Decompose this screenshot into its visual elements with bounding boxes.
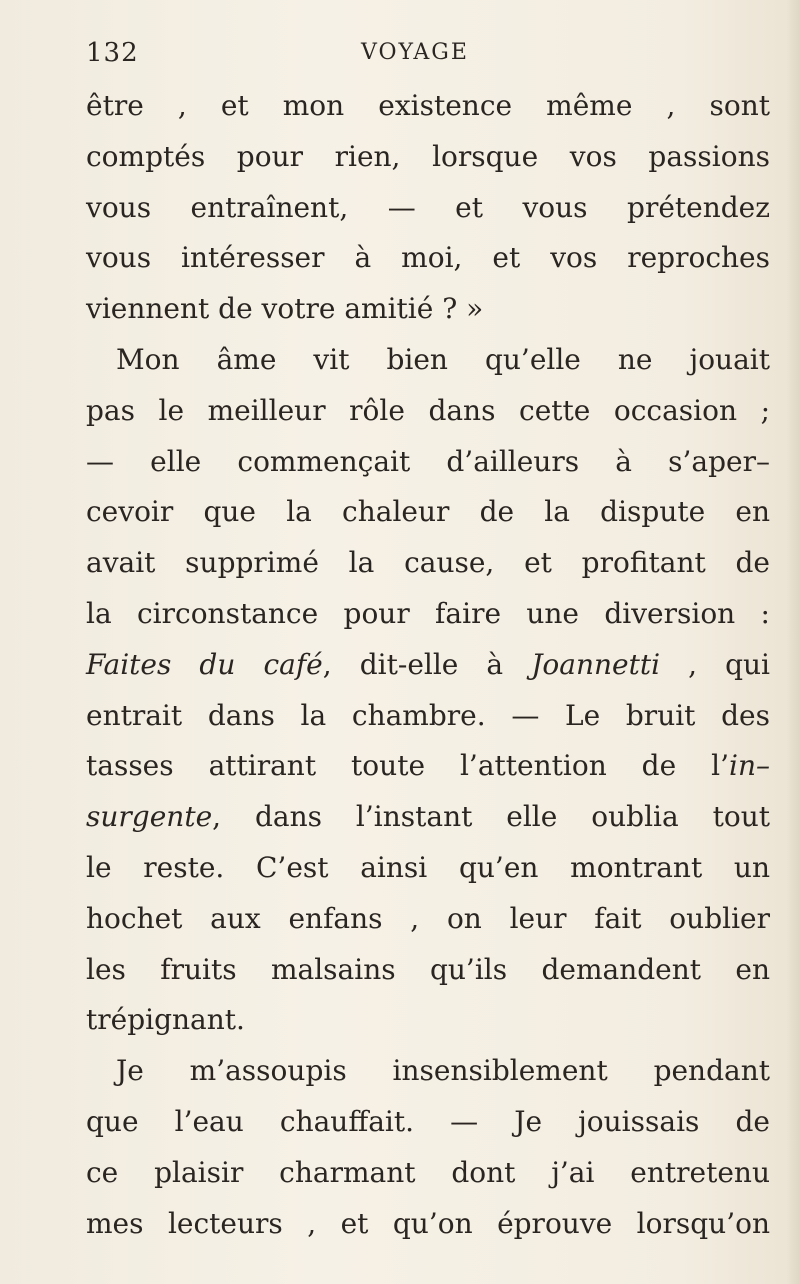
text-run: , qui bbox=[660, 647, 770, 681]
italic-phrase: Faites du café bbox=[86, 647, 323, 681]
text-line: le reste. C’est ainsi qu’en montrant un bbox=[86, 850, 770, 884]
text-run: , dans l’instant elle oublia tout bbox=[212, 800, 770, 834]
italic-phrase: in– bbox=[729, 749, 770, 783]
text-line: Mon âme vit bien qu’elle ne jouait bbox=[116, 342, 770, 376]
text-line: les fruits malsains qu’ils demandent en bbox=[86, 952, 770, 986]
page-number: 132 bbox=[86, 38, 139, 68]
page-header bbox=[86, 38, 766, 78]
text-line bbox=[86, 741, 770, 792]
text-line: mes lecteurs , et qu’on éprouve lorsqu’on bbox=[86, 1206, 770, 1240]
text-line: comptés pour rien, lorsque vos passions bbox=[86, 139, 770, 173]
text-run: , dit-elle à bbox=[322, 647, 532, 681]
text-line: viennent de votre amitié ? » bbox=[86, 292, 484, 326]
text-line: vous intéresser à moi, et vos reproches bbox=[86, 241, 770, 275]
text-line: entrait dans la chambre. — Le bruit des bbox=[86, 698, 770, 732]
running-head: VOYAGE bbox=[361, 40, 469, 65]
italic-name: Joannetti bbox=[531, 647, 661, 681]
text-line: être , et mon existence même , sont bbox=[86, 89, 770, 122]
text-line: pas le meilleur rôle dans cette occasion ; bbox=[86, 393, 770, 427]
text-line: Je m’assoupis insensiblement pendant bbox=[116, 1054, 770, 1088]
text-run: tasses attirant toute l’attention de l’ bbox=[86, 749, 729, 783]
text-line: vous entraînent, — et vous prétendez bbox=[86, 190, 770, 224]
italic-phrase: surgente bbox=[86, 800, 213, 834]
text-line: — elle commençait d’ailleurs à s’aper– bbox=[86, 444, 770, 478]
body-text bbox=[86, 81, 770, 1249]
text-line: la circonstance pour faire une diversion : bbox=[86, 596, 770, 630]
text-line: cevoir que la chaleur de la dispute en bbox=[86, 495, 770, 529]
text-line: que l’eau chauffait. — Je jouissais de bbox=[86, 1104, 770, 1138]
text-line: trépignant. bbox=[86, 1003, 245, 1037]
text-line bbox=[86, 792, 770, 843]
text-line: avait supprimé la cause, et profitant de bbox=[86, 546, 770, 580]
text-line: hochet aux enfans , on leur fait oublier bbox=[86, 901, 770, 935]
text-line bbox=[86, 640, 770, 691]
page-edge-shadow bbox=[786, 0, 800, 1284]
text-line: ce plaisir charmant dont j’ai entretenu bbox=[86, 1155, 770, 1189]
